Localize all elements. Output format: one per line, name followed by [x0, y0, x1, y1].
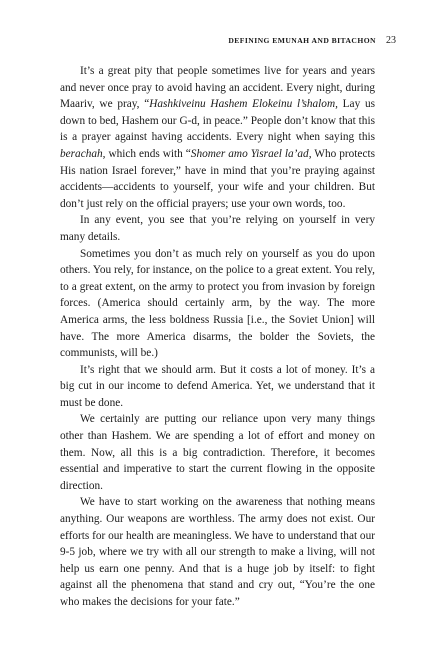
paragraph — [60, 494, 375, 610]
chapter-title: DEFINING EMUNAH AND BITACHON — [228, 36, 376, 45]
text-run: It’s a great pity that people sometimes live for years and years and never once pray to avoid having an accident. Every night, during Maariv, we pray, “ — [60, 65, 375, 111]
paragraph — [60, 362, 375, 412]
text-run: In any event, you see that you’re relying on yourself in very many details. — [60, 214, 375, 243]
text-run: We have to start working on the awareness that nothing means anything. Our weapons are worthless. The army does not exist. Our efforts for our health are meaningless. We have to understand that our 9-5 job, where we try with all our strength to make a living, will not help us earn one penny. And that is a huge job by itself: to fight against all the phenomena that stand and cry out, “You’re the one who makes the decisions for your fate.” — [60, 496, 375, 608]
paragraph — [60, 63, 375, 212]
text-run: Lay us down to bed, Hashem our G-d, in peace.” People don’t know that this is a prayer against having accidents. Every night when saying this — [60, 98, 375, 144]
text-run: Who protects His nation Israel forever,” have in mind that you’re praying against accidents—accidents to yourself, your wife and your children. But don’t just rely on the official prayers; use your own words, too. — [60, 147, 375, 210]
paragraph — [60, 411, 375, 494]
text-run: It’s right that we should arm. But it costs a lot of money. It’s a big cut in our income to defend America. Yet, we understand that it must be done. — [60, 363, 375, 409]
paragraph — [60, 212, 375, 245]
italic-text: Shomer amo Yisrael la’ad, — [190, 147, 312, 160]
italic-text: berachah, — [60, 147, 106, 160]
page-number: 23 — [386, 35, 396, 46]
paragraph — [60, 246, 375, 362]
text-run: Sometimes you don’t as much rely on yourself as you do upon others. You rely, for instance, on the police to a great extent. You rely, to a great extent, on the army to protect you from invasion by foreign forces. (America should certainly arm, by the way. The more America arms, the less boldness Russia [i.e., the Soviet Union] will have. The more America disarms, the bolder the Soviets, the communists, will be.) — [60, 247, 375, 360]
body-text — [60, 63, 375, 611]
running-header — [60, 35, 396, 46]
text-run: We certainly are putting our reliance upon very many things other than Hashem. We are spending a lot of effort and money on them. Now, all this is a big contradiction. Therefore, it becomes essential and imperative to start the current flowing in the opposite direction. — [60, 413, 375, 492]
italic-text: Hashkiveinu Hashem Elokeinu l’shalom, — [149, 98, 338, 111]
text-run: which ends with “ — [105, 147, 191, 160]
